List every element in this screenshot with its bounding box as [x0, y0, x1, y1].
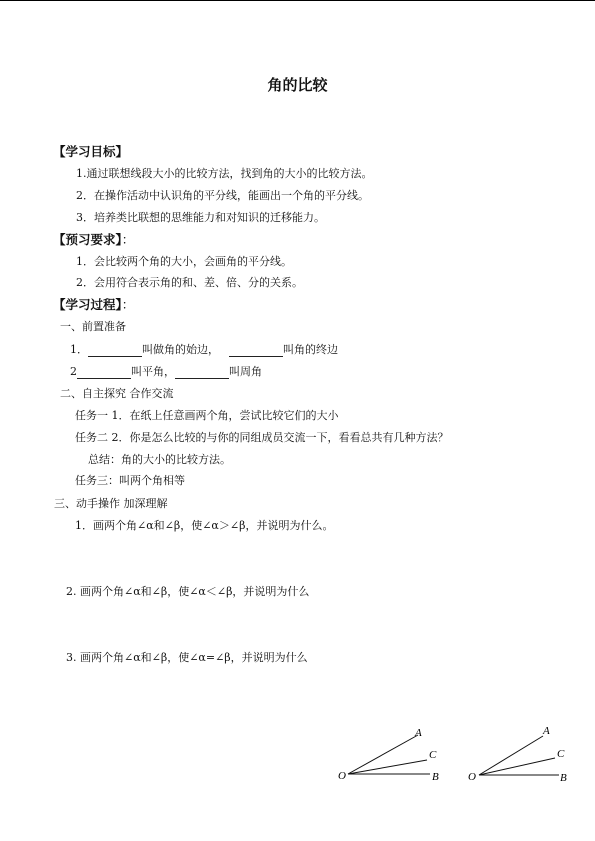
objective-item: 1.通过联想线段大小的比较方法，找到角的大小的比较方法。 [76, 167, 373, 180]
header-rule [0, 0, 595, 1]
question-1: 1．画两个角∠α和∠β，使∠α＞∠β，并说明为什么。 [75, 519, 334, 532]
answer-blank[interactable] [88, 344, 142, 357]
fill-line-1-num: 1． [70, 343, 88, 356]
fill-line-2-a: 叫平角， [131, 365, 175, 378]
objectives-heading: 【学习目标】 [53, 144, 129, 159]
process-heading [53, 297, 134, 313]
fill-line-2-num: 2 [70, 365, 77, 378]
label-c: C [429, 749, 437, 761]
fill-line-2 [70, 365, 262, 379]
label-o: O [468, 771, 476, 783]
task-1: 任务一 1．在纸上任意画两个角，尝试比较它们的大小 [75, 409, 339, 422]
page-title: 角的比较 [267, 76, 328, 94]
section3-title: 三、动手操作 加深理解 [54, 497, 168, 510]
label-a: A [543, 725, 550, 737]
label-b: B [560, 772, 567, 784]
preview-item: 2．会用符合表示角的和、差、倍、分的关系。 [76, 276, 303, 289]
fill-line-1-b: 叫角的终边 [283, 343, 338, 356]
answer-blank[interactable] [77, 366, 131, 379]
objective-item: 2．在操作活动中认识角的平分线，能画出一个角的平分线。 [76, 189, 369, 202]
task-2: 任务二 2．你是怎么比较的与你的同组成员交流一下，看看总共有几种方法？ [75, 431, 449, 444]
task-3: 任务三：叫两个角相等 [75, 474, 185, 487]
label-o: O [338, 770, 346, 782]
section2-title: 二、自主探究 合作交流 [60, 387, 174, 400]
process-heading-text: 【学习过程】 [53, 297, 122, 312]
ray-oc [479, 758, 555, 775]
preview-heading-suffix: ： [121, 232, 135, 247]
summary: 总结：角的大小的比较方法。 [88, 453, 231, 466]
answer-blank[interactable] [175, 366, 229, 379]
objective-item: 3．培养类比联想的思维能力和对知识的迁移能力。 [76, 211, 325, 224]
question-3: 3. 画两个角∠α和∠β，使∠α=∠β，并说明为什么 [66, 651, 308, 664]
section1-title: 一、前置准备 [60, 320, 126, 333]
answer-blank[interactable] [229, 344, 283, 357]
question-2: 2. 画两个角∠α和∠β，使∠α＜∠β，并说明为什么 [66, 585, 310, 598]
preview-item: 1．会比较两个角的大小，会画角的平分线。 [76, 255, 292, 268]
fill-line-2-b: 叫周角 [229, 365, 262, 378]
preview-heading [53, 232, 134, 248]
fill-line-1-a: 叫做角的始边， [142, 343, 219, 356]
preview-heading-text: 【预习要求】 [53, 232, 122, 247]
label-a: A [415, 727, 422, 739]
fill-line-1 [70, 343, 338, 357]
process-heading-suffix: ： [121, 297, 135, 312]
label-c: C [557, 748, 565, 760]
ray-oa [479, 736, 543, 775]
angle-figure-1 [335, 722, 450, 784]
angle-figure-2 [465, 720, 580, 784]
label-b: B [432, 771, 439, 783]
